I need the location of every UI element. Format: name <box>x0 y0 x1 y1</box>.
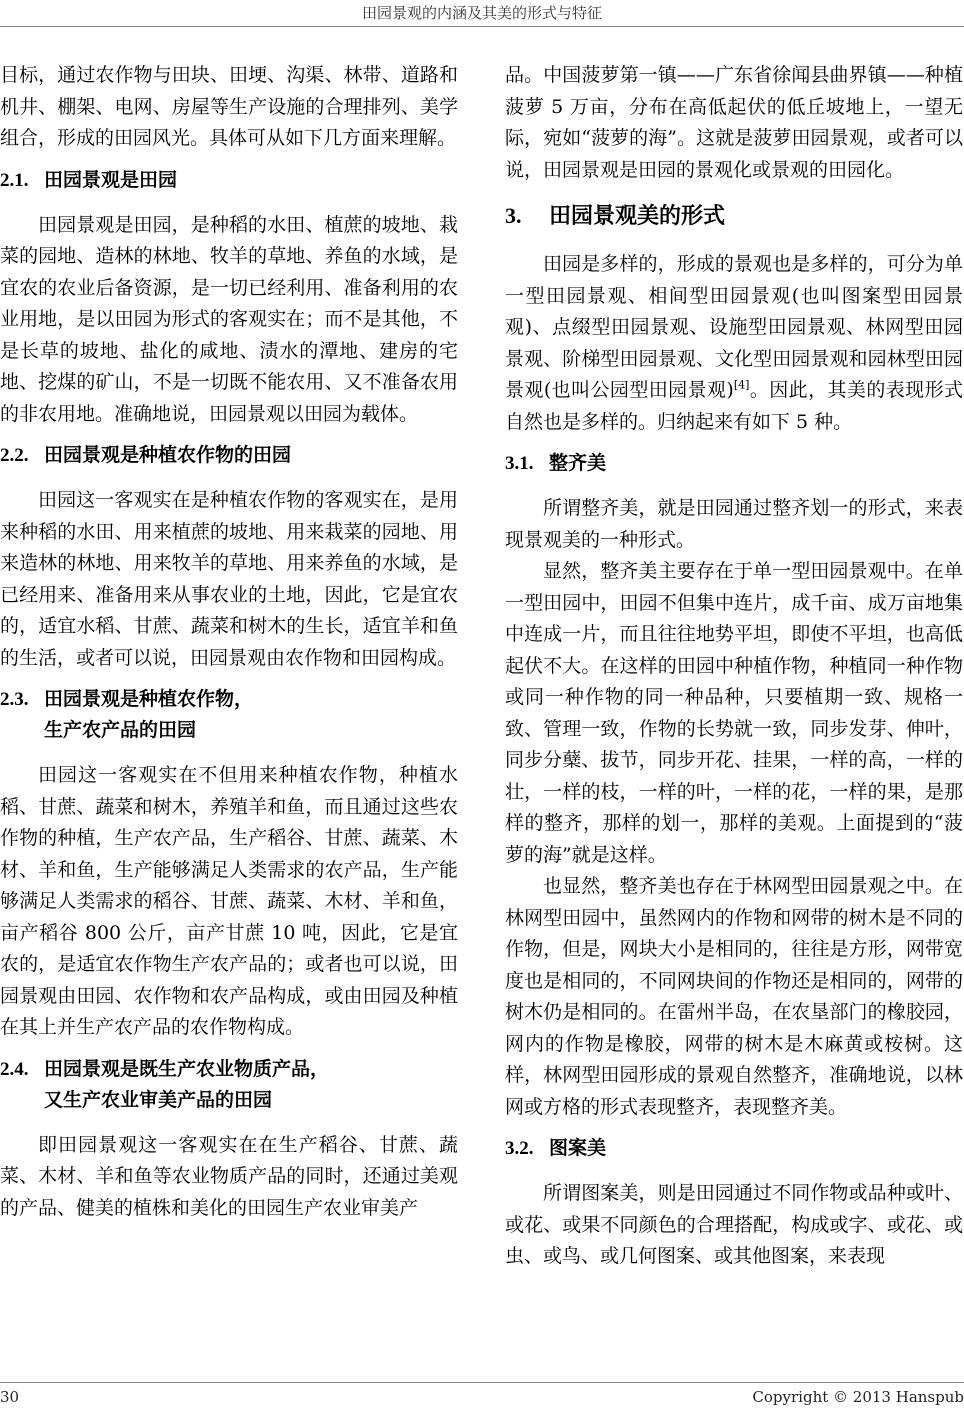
section-3-paragraph <box>505 249 963 438</box>
section-title: 田园景观美的形式 <box>549 204 726 229</box>
section-2-3-paragraph: 田园这一客观实在不但用来种植农作物，种植水稻、甘蔗、蔬菜和树木，养殖羊和鱼，而且通过这些农作物的种植，生产农产品，生产稻谷、甘蔗、蔬菜、木材、羊和鱼，生产能够满足人类需求的农产品，生产能够满足人类需求的稻谷、甘蔗、蔬菜、木材、羊和鱼，亩产稻谷 800 公斤，亩产甘蔗 10 吨，因此，它是宜农的，是适宜农作物生产农产品的；或者也可以说，田园景观由田园、农作物和农产品构成，或由田园及种植在其上并生产农产品的农作物构成。 <box>0 764 458 1038</box>
section-3-1-paragraph-2: 显然，整齐美主要存在于单一型田园景观中。在单一型田园中，田园不但集中连片，成千亩、成万亩地集中连成一片，而且往往地势平坦，即使不平坦，也高低起伏不大。在这样的田园中种植作物，种植同一种作物或同一种作物的同一种品种，只要植期一致、规格一致、管理一致，作物的长势就一致，同步发芽、伸叶，同步分蘖、拔节，同步开花、挂果，一样的高，一样的壮，一样的枝，一样的叶，一样的花，一样的果，是那样的整齐，那样的划一，那样的美观。上面提到的“菠萝的海”就是这样。 <box>505 560 963 866</box>
header-divider <box>0 26 964 27</box>
footer-divider <box>0 1382 964 1383</box>
section-3-text-a: 田园是多样的，形成的景观也是多样的，可分为单一型田园景观、相间型田园景观(也叫图案型田园景观)、点缀型田园景观、设施型田园景观、林网型田园景观、阶梯型田园景观、文化型田园景观和园林型田园景观(也叫公园型田园景观) <box>505 253 963 401</box>
section-2-1-paragraph: 田园景观是田园，是种稻的水田、植蔗的坡地、栽菜的园地、造林的林地、牧羊的草地、养鱼的水域，是宜农的农业后备资源，是一切已经利用、准备利用的农业用地，是以田园为形式的客观实在；而不是其他，不是长草的坡地、盐化的咸地、渍水的潭地、建房的宅地、挖煤的矿山，不是一切既不能农用、又不准备农用的非农用地。准确地说，田园景观以田园为载体。 <box>0 213 458 425</box>
section-title-line1: 田园景观是既生产农业物质产品， <box>44 1057 330 1080</box>
section-number: 3. <box>505 203 522 228</box>
section-3-1-heading <box>505 448 963 479</box>
section-title-line2: 又生产农业审美产品的田园 <box>44 1088 273 1111</box>
section-2-3-heading <box>0 684 458 746</box>
section-2-1-heading <box>0 165 458 196</box>
running-header: 田园景观的内涵及其美的形式与特征 <box>361 4 602 22</box>
section-title: 田园景观是田园 <box>44 168 178 191</box>
section-title-line2: 生产农产品的田园 <box>44 719 197 741</box>
left-column <box>0 60 458 1224</box>
section-3-1-paragraph-1: 所谓整齐美，就是田园通过整齐划一的形式，来表现景观美的一种形式。 <box>505 497 963 551</box>
section-title-line1: 田园景观是种植农作物， <box>44 688 254 710</box>
section-2-4-heading <box>0 1054 458 1116</box>
section-title: 整齐美 <box>549 452 607 474</box>
section-number: 2.3. <box>0 689 29 710</box>
section-2-2-heading <box>0 440 458 471</box>
intro-paragraph: 目标，通过农作物与田块、田埂、沟渠、林带、道路和机井、棚架、电网、房屋等生产设施的合理排列、美学组合，形成的田园风光。具体可从如下几方面来理解。 <box>0 64 458 149</box>
section-2-2-paragraph: 田园这一客观实在是种植农作物的客观实在，是用来种稻的水田、用来植蔗的坡地、用来栽菜的园地、用来造林的林地、用来牧羊的草地、用来养鱼的水域，是已经用来、准备用来从事农业的土地，因此，它是宜农的，适宜水稻、甘蔗、蔬菜和树木的生长，适宜羊和鱼的生活，或者可以说，田园景观由农作物和田园构成。 <box>0 489 458 669</box>
section-number: 3.2. <box>505 1138 534 1159</box>
section-number: 2.1. <box>0 169 29 191</box>
section-number: 2.4. <box>0 1058 29 1080</box>
citation-ref: [4] <box>733 378 750 392</box>
section-3-1-paragraph-3: 也显然，整齐美也存在于林网型田园景观之中。在林网型田园中，虽然网内的作物和网带的树木是不同的作物，但是，网块大小是相同的，往往是方形，网带宽度也是相同的，不同网块间的作物还是相同的，网带的树木仍是相同的。在雷州半岛，在农垦部门的橡胶园，网内的作物是橡胶，网带的树木是木麻黄或桉树。这样，林网型田园形成的景观自然整齐，准确地说，以林网或方格的形式表现整齐，表现整齐美。 <box>505 875 963 1118</box>
section-3-2-paragraph: 所谓图案美，则是田园通过不同作物或品种或叶、或花、或果不同颜色的合理搭配，构成或字、或花、或虫、或鸟、或几何图案、或其他图案，来表现 <box>505 1182 963 1267</box>
section-3-heading <box>505 200 963 233</box>
section-2-4-paragraph: 即田园景观这一客观实在在生产稻谷、甘蔗、蔬菜、木材、羊和鱼等农业物质产品的同时，还通过美观的产品、健美的植株和美化的田园生产农业审美产 <box>0 1133 458 1219</box>
section-title: 图案美 <box>549 1137 607 1159</box>
copyright-notice: Copyright © 2013 Hanspub <box>752 1388 964 1406</box>
section-3-2-heading <box>505 1133 963 1164</box>
section-title: 田园景观是种植农作物的田园 <box>44 444 292 466</box>
right-column <box>505 60 963 1273</box>
section-number: 3.1. <box>505 453 534 474</box>
section-3-text-b: 。因此，其美的表现形式自然也是多样的。归纳起来有如下 5 种。 <box>505 379 963 433</box>
section-number: 2.2. <box>0 445 29 466</box>
continued-paragraph: 品。中国菠萝第一镇——广东省徐闻县曲界镇——种植菠萝 5 万亩，分布在高低起伏的低丘坡地上，一望无际，宛如“菠萝的海”。这就是菠萝田园景观，或者可以说，田园景观是田园的景观化或景观的田园化。 <box>505 64 963 181</box>
page-number: 30 <box>0 1388 20 1406</box>
